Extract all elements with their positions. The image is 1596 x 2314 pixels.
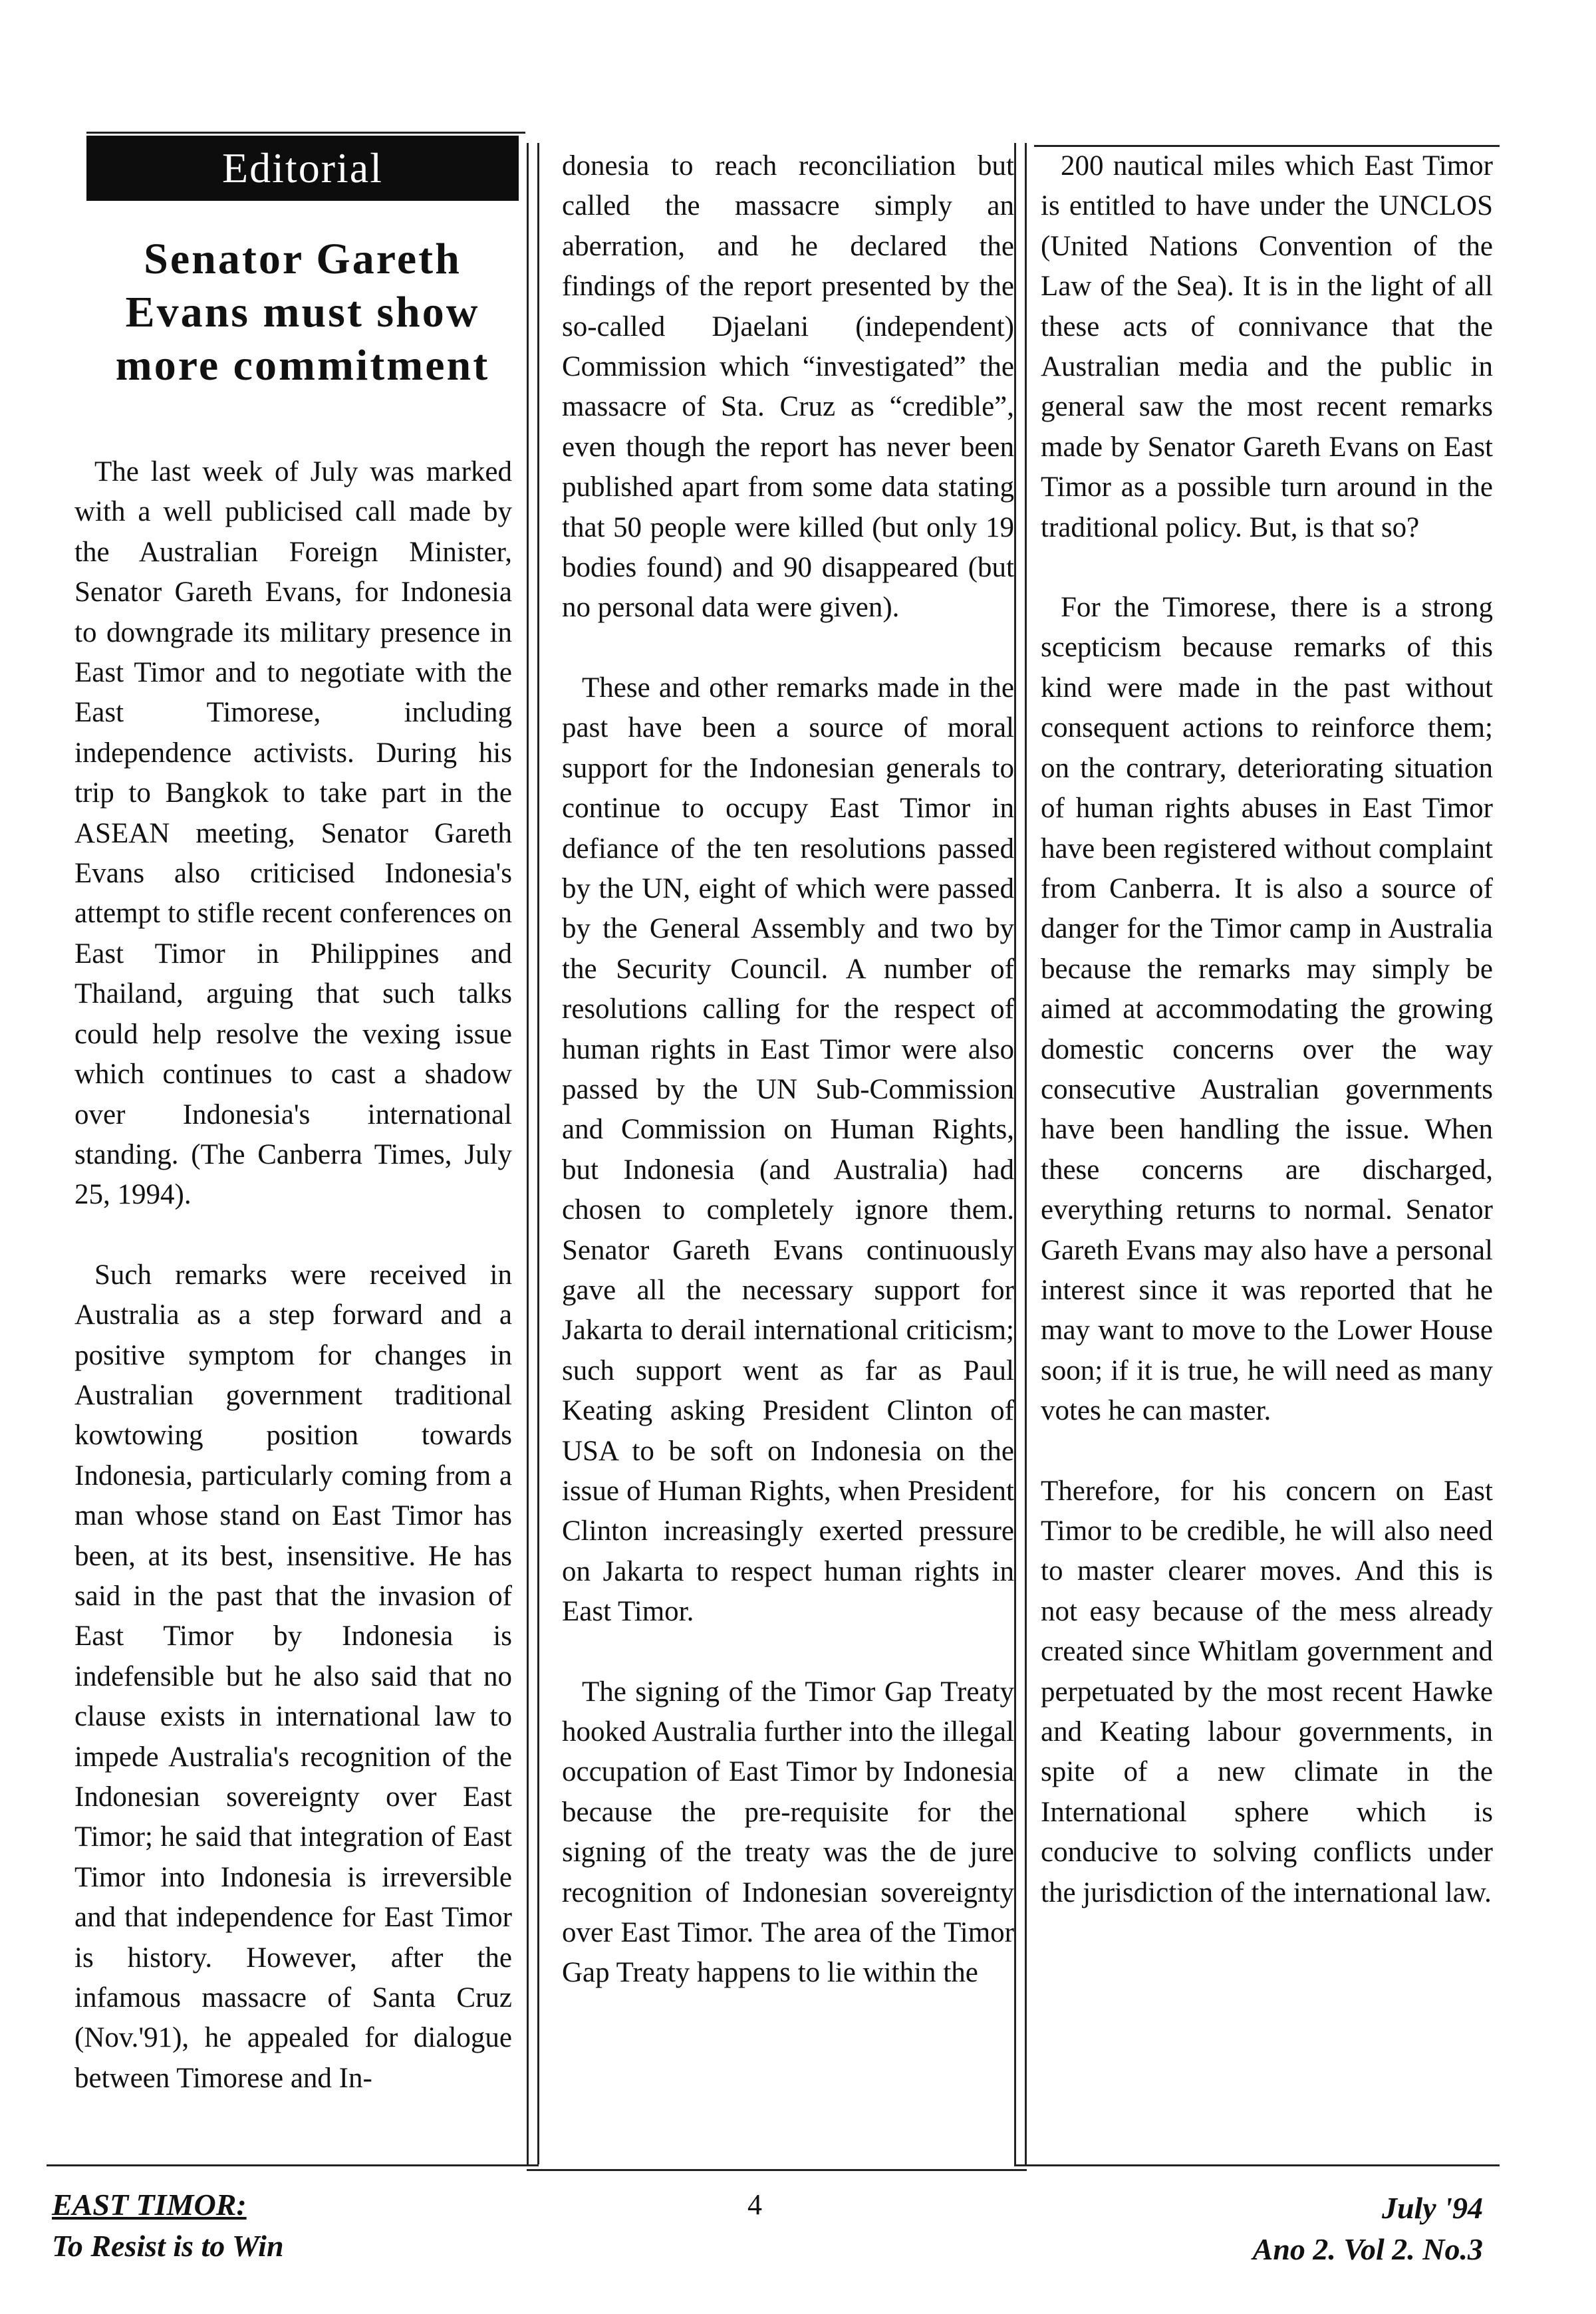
issue-info [1130,2188,1483,2270]
paragraph: Such remarks were received in Australia as a step forward and a positive symptom for changes in Australian government traditional kowtowing position towards Indonesia, particularly coming from a man whose stand on East Timor has been, at its best, insensitive. He has said in the past that the invasion of East Timor by Indonesia is indefensible but he also said that no clause exists in international law to impede Australia's recognition of the Indonesian sovereignty over East Timor; he said that integration of East Timor into Indonesia is irreversible and that independence for East Timor is history. However, after the infamous massacre of Santa Cruz (Nov.'91), he appealed for dialogue between Timorese and In- [74,1259,512,2094]
publication-motto: To Resist is to Win [52,2229,284,2263]
column-divider-1a [527,143,529,2164]
editorial-banner: Editorial [86,136,519,201]
page-number: 4 [747,2188,762,2221]
text-column-3 [1041,146,1493,1953]
article-headline: Senator Gareth Evans must show more commitment [115,235,490,390]
paragraph: These and other remarks made in the past have been a source of moral support for the Indonesian generals to continue to occupy East Timor in defiance of the ten resolutions passed by the UN, eight of which were passed by the General Assembly and two by the Security Council. A number of resolutions calling for the respect of human rights in East Timor were also passed by the UN Sub-Commission and Commission on Human Rights, but Indonesia (and Australia) had chosen to completely ignore them. Senator Gareth Evans continuously gave all the necessary support for Jakarta to derail international criticism; such support went as far as Paul Keating asking President Clinton of USA to be soft on Indonesia on the issue of Human Rights, when President Clinton increasingly exerted pressure on Jakarta to respect human rights in East Timor. [562,672,1014,1628]
paragraph: 200 nautical miles which East Timor is entitled to have under the UNCLOS (United Nations Convention of the Law of the Sea). It is in the light of all these acts of connivance that the Australian media and the public in general saw the most recent remarks made by Senator Gareth Evans on East Timor as a possible turn around in the traditional policy. But, is that so? [1041,150,1493,543]
bottom-rule-right [1014,2164,1500,2166]
column-divider-2b [1025,143,1027,2164]
publication-title: EAST TIMOR: [52,2188,247,2222]
text-column-2 [562,146,1014,2033]
bottom-rule-left [47,2164,539,2166]
paragraph: For the Timorese, there is a strong scepticism because remarks of this kind were made in the past without consequent actions to reinforce them; on the contrary, deteriorating situation of human rights abuses in East Timor have been registered without complaint from Canberra. It is also a source of danger for the Timor camp in Australia because the remarks may simply be aimed at accommodating the growing domestic concerns over the way consecutive Australian governments have been handling the issue. When these concerns are discharged, everything returns to normal. Senator Gareth Evans may also have a personal interest since it was reported that he may want to move to the Lower House soon; if it is true, he will need as many votes he can master. [1041,592,1493,1427]
text-column-1 [74,452,512,2138]
publication-name [52,2184,451,2267]
paragraph: The signing of the Timor Gap Treaty hooked Australia further into the illegal occupation of East Timor by Indonesia because the pre-requisite for the signing of the treaty was the de jure recognition of Indonesian sovereignty over East Timor. The area of the Timor Gap Treaty happens to lie within the [562,1676,1014,1989]
column-divider-1b [537,143,539,2164]
bottom-rule-middle [527,2169,1027,2171]
paragraph: donesia to reach reconciliation but called the massacre simply an aberration, and he declared the findings of the report presented by the so-called Djaelani (independent) Commission which “investigated” the massacre of Sta. Cruz as “credible”, even though the report has never been published apart from some data stating that 50 people were killed (but only 19 bodies found) and 90 disappeared (but no personal data were given). [562,150,1014,624]
issue-date: July '94 [1381,2191,1483,2225]
column-divider-2a [1014,143,1016,2164]
paragraph: Therefore, for his concern on East Timor to be credible, he will also need to master clearer moves. And this is not easy because of the mess already created since Whitlam government and perpetuated by the most recent Hawke and Keating labour governments, in spite of a new climate in the International sphere which is conducive to solving conflicts under the jurisdiction of the international law. [1041,1475,1493,1908]
issue-number: Ano 2. Vol 2. No.3 [1252,2232,1483,2266]
top-rule-left [86,132,525,134]
paragraph: The last week of July was marked with a well publicised call made by the Australian Foreign Minister, Senator Gareth Evans, for Indonesia to downgrade its military presence in East Timor and to negotiate with the East Timorese, including independence activists. During his trip to Bangkok to take part in the ASEAN meeting, Senator Gareth Evans also criticised Indonesia's attempt to stifle recent conferences on East Timor in Philippines and Thailand, arguing that such talks could help resolve the vexing issue which continues to cast a shadow over Indonesia's international standing. (The Canberra Times, July 25, 1994). [74,456,512,1211]
